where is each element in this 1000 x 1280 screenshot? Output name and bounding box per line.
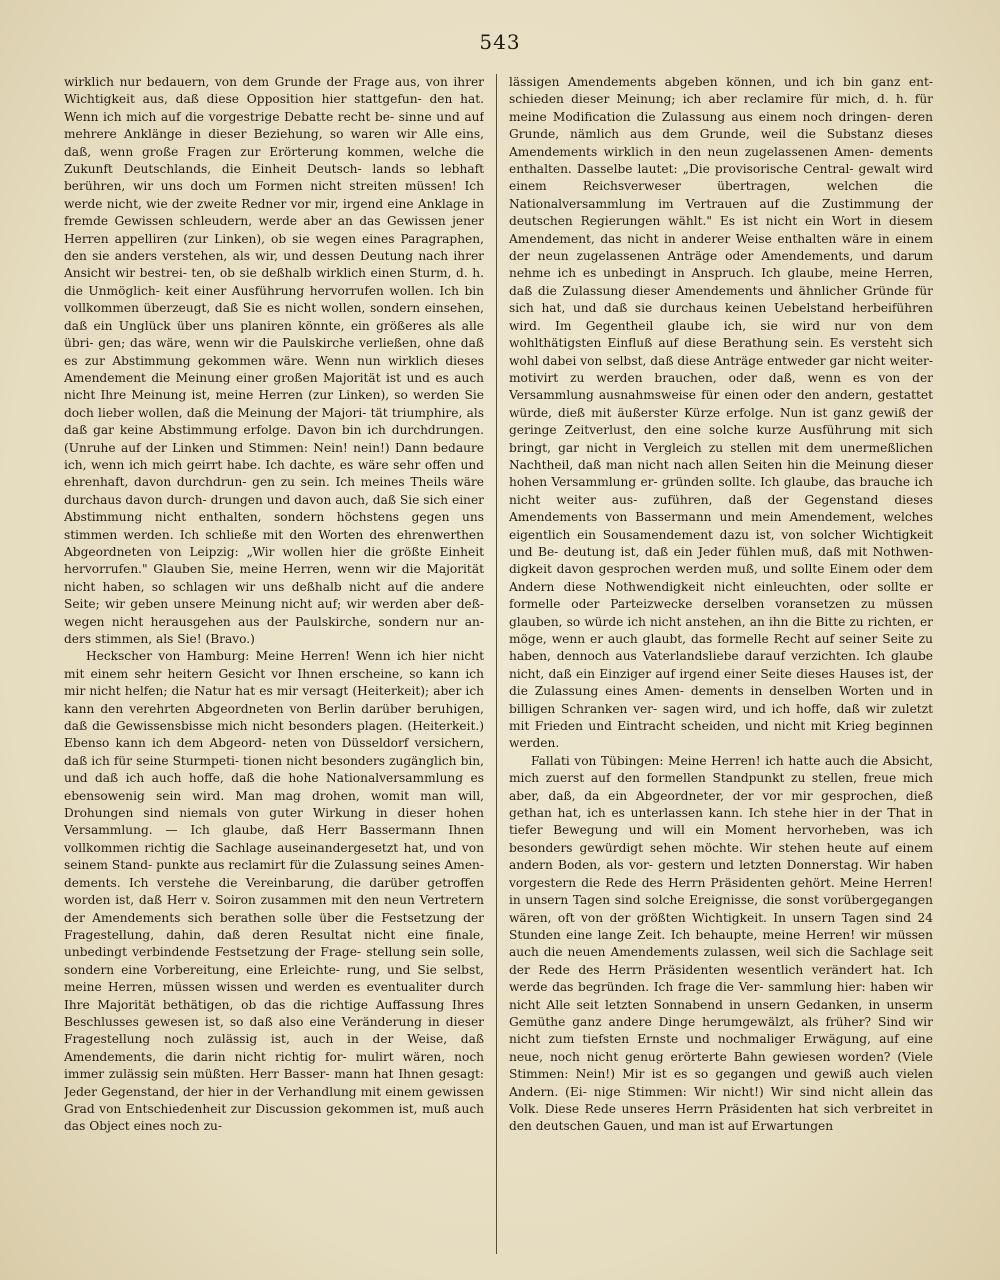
- paragraph: lässigen Amendements abgeben können, und ich bin ganz ent- schieden dieser Meinung; ich aber reclamire für mich, d. h. für meine Modification die Zulassung aus einem noch dringen- deren Grunde, nämlich aus dem Grunde, weil die Substanz dieses Amendements wirklich in den neun zugelassenen Amen- dements enthalten. Dasselbe lautet: „Die provisorische Central- gewalt wird einem Reichsverweser übertragen, welchen die Nationalversammlung im Vertrauen auf die Zustimmung der deutschen Regierungen wählt." Es ist nicht ein Wort in diesem Amendement, das nicht in anderer Weise enthalten wäre in einem der neun zugelassenen Anträge oder Amendements, und darum nehme ich es unbedingt in Anspruch. Ich glaube, meine Herren, daß die Zulassung dieser Amendements und ähnlicher Gründe für sich hat, und daß sie durchaus keinen Uebelstand herbeiführen wird. Im Gegentheil glaube ich, sie wird nur von dem wohlthätigsten Einfluß auf diese Berathung sein. Es versteht sich wohl dabei von selbst, daß diese Anträge entweder gar nicht weiter-motivirt zu werden brauchen, oder daß, wenn es von der Versammlung ausnahmsweise für einen oder den andern, gestattet würde, dieß mit äußerster Kürze erfolge. Nun ist ganz gewiß der geringe Zeitverlust, den eine solche kurze Ausführung mit sich bringt, gar nicht in Vergleich zu stellen mit dem unermeßlichen Nachtheil, daß man nicht nach allen Seiten hin die Meinung dieser hohen Versammlung er- gründen sollte. Ich glaube, das brauche ich nicht weiter aus- zuführen, daß der Gegenstand dieses Amendements von Bassermann und mein Amendement, welches eigentlich ein Sousamendement dazu ist, von solcher Wichtigkeit und Be- deutung ist, daß ein Jeder fühlen muß, daß mit Nothwen- digkeit davon gesprochen werden muß, und sollte Einem oder dem Andern diese Nothwendigkeit nicht einleuchten, oder sollte er formelle oder Parteizwecke derselben voransetzen zu müssen glauben, so würde ich nicht anstehen, an ihn die Bitte zu richten, er möge, wenn er auch glaubt, das formelle Recht auf seiner Seite zu haben, dennoch aus Vaterlandsliebe darauf verzichten. Ich glaube nicht, daß ein Einziger auf irgend einer Seite dieses Hauses ist, der die Zulassung eines Amen- dements in denselben Worten und in billigen Schranken ver- sagen wird, und ich hoffe, daß wir zuletzt mit Frieden und Eintracht scheiden, und nicht mit Krieg beginnen werden.: [509, 75, 933, 751]
- left-column: [64, 74, 484, 1264]
- paragraph-speech-heckscher: Heckscher von Hamburg: Meine Herren! Wenn ich hier nicht mit einem sehr heitern Gesicht vor Ihnen erscheine, so kann ich mir nicht helfen; die Natur hat es mir versagt (Heiterkeit); aber ich kann den verehrten Abgeordneten von Berlin darüber beruhigen, daß die Gewissensbisse mich nicht besonders plagen. (Heiterkeit.) Ebenso kann ich dem Abgeord- neten von Düsseldorf versichern, daß ich für seine Sturmpeti- tionen nicht besonders zugänglich bin, und daß ich auch hoffe, daß die hohe Nationalversammlung es ebensowenig sein wird. Man mag drohen, womit man will, Drohungen sind niemals von guter Wirkung in dieser hohen Versammlung. — Ich glaube, daß Herr Bassermann Ihnen vollkommen richtig die Sachlage auseinandergesetzt hat, und von seinem Stand- punkte aus reclamirt für die Zulassung seines Amen- dements. Ich verstehe die Vereinbarung, die darüber getroffen worden ist, daß Herr v. Soiron zusammen mit den neun Vertretern der Amendements sich berathen solle über die Festsetzung der Fragestellung, dahin, daß deren Resultat nicht eine finale, unbedingt verbindende Festsetzung der Frage- stellung sein solle, sondern eine Vorbereitung, eine Erleichte- rung, und Sie selbst, meine Herren, müssen wissen und werden es eventualiter durch Ihre Majorität bethätigen, ob das die richtige Auffassung Ihres Beschlusses gewesen ist, so daß also eine Veränderung in dieser Fragestellung noch zulässig ist, auch in der Weise, daß Amendements, die darin nicht richtig for- mulirt wären, noch immer zulässig sein müßten. Herr Basser- mann hat Ihnen gesagt: Jeder Gegenstand, der hier in der Verhandlung mit einem gewissen Grad von Entschiedenheit zur Discussion gekommen ist, muß auch das Object eines noch zu-: [64, 649, 484, 1134]
- page-number: 543: [479, 30, 521, 54]
- right-column: [509, 74, 933, 1264]
- column-divider: [496, 74, 497, 1254]
- paragraph: wirklich nur bedauern, von dem Grunde der Frage aus, von ihrer Wichtigkeit aus, daß diese Opposition hier stattgefun- den hat. Wenn ich mich auf die vorgestrige Debatte recht be- sinne und auf mehrere Anklänge in dieser Beziehung, so waren wir Alle eins, daß, wenn große Fragen zur Erörterung kommen, welche die Zukunft Deutschlands, die Einheit Deutsch- lands so lebhaft berühren, wir uns doch um Formen nicht streiten müssen! Ich werde nicht, wie der zweite Redner vor mir, irgend eine Anklage in fremde Gewissen schleudern, werde aber an das Gewissen jener Herren appelliren (zur Linken), ob sie wegen eines Paragraphen, den sie anders verstehen, als wir, und dessen Deutung nach ihrer Ansicht wir bestrei- ten, ob sie deßhalb wirklich einen Sturm, d. h. die Unmöglich- keit einer Ausführung hervorrufen wollen. Ich bin vollkommen überzeugt, daß Sie es nicht wollen, sondern einsehen, daß ein Unglück über uns planiren könnte, ein größeres als alle übri- gen; das wäre, wenn wir die Paulskirche verließen, ohne daß es zur Abstimmung gekommen wäre. Wenn nun wirklich dieses Amendement die Meinung einer großen Majorität ist und es auch nicht Ihre Meinung ist, meine Herren (zur Linken), so werden Sie doch lieber wollen, daß die Meinung der Majori- tät triumphire, als daß gar keine Abstimmung erfolge. Davon bin ich durchdrungen. (Unruhe auf der Linken und Stimmen: Nein! nein!) Dann bedaure ich, wenn ich mich geirrt habe. Ich dachte, es wäre sehr offen und ehrenhaft, davon durchdrun- gen zu sein. Ich meines Theils wäre durchaus davon durch- drungen und davon auch, daß Sie sich einer Abstimmung nicht enthalten, sondern höchstens gegen uns stimmen werden. Ich schließe mit den Worten des ehrenwerthen Abgeordneten von Leipzig: „Wir wollen hier die größte Einheit hervorrufen." Glauben Sie, meine Herren, wenn wir die Majorität nicht haben, so schlagen wir uns deßhalb nicht auf die andere Seite; wir geben unsere Meinung nicht auf; wir werden aber deß- wegen nicht herausgehen aus der Paulskirche, sondern nur an- ders stimmen, als Sie! (Bravo.): [64, 75, 484, 646]
- paragraph-speech-fallati: Fallati von Tübingen: Meine Herren! ich hatte auch die Absicht, mich zuerst auf den formellen Standpunkt zu stellen, freue mich aber, daß, da ein Abgeordneter, der vor mir gesprochen, dieß gethan hat, ich es unterlassen kann. Ich stehe hier in der That in tiefer Bewegung und will ein Moment hervorheben, was ich besonders gewürdigt sehen möchte. Wir stehen heute auf einem andern Boden, als vor- gestern und letzten Donnerstag. Wir haben vorgestern die Rede des Herrn Präsidenten gehört. Meine Herren! in unsern Tagen sind solche Ereignisse, die sonst vorübergegangen wären, oft von der größten Wichtigkeit. In unsern Tagen sind 24 Stunden eine lange Zeit. Ich behaupte, meine Herren! wir müssen auch die neuen Amendements zulassen, weil sich die Sachlage seit der Rede des Herrn Präsidenten wesentlich verändert hat. Ich werde das begründen. Ich frage die Ver- sammlung hier: haben wir nicht Alle seit letzten Sonnabend in unsern Gedanken, in unserm Gemüthe ganz andere Dinge herumgewälzt, als früher? Sind wir nicht zum tiefsten Ernste und nochmaliger Erwägung, auf eine neue, noch nicht genug erörterte Bahn gewiesen worden? (Viele Stimmen: Nein!) Mir ist es so gegangen und gewiß auch vielen Andern. (Ei- nige Stimmen: Wir nicht!) Wir sind nicht allein das Volk. Diese Rede unseres Herrn Präsidenten hat sich verbreitet in den deutschen Gauen, und man ist auf Erwartungen: [509, 753, 933, 1134]
